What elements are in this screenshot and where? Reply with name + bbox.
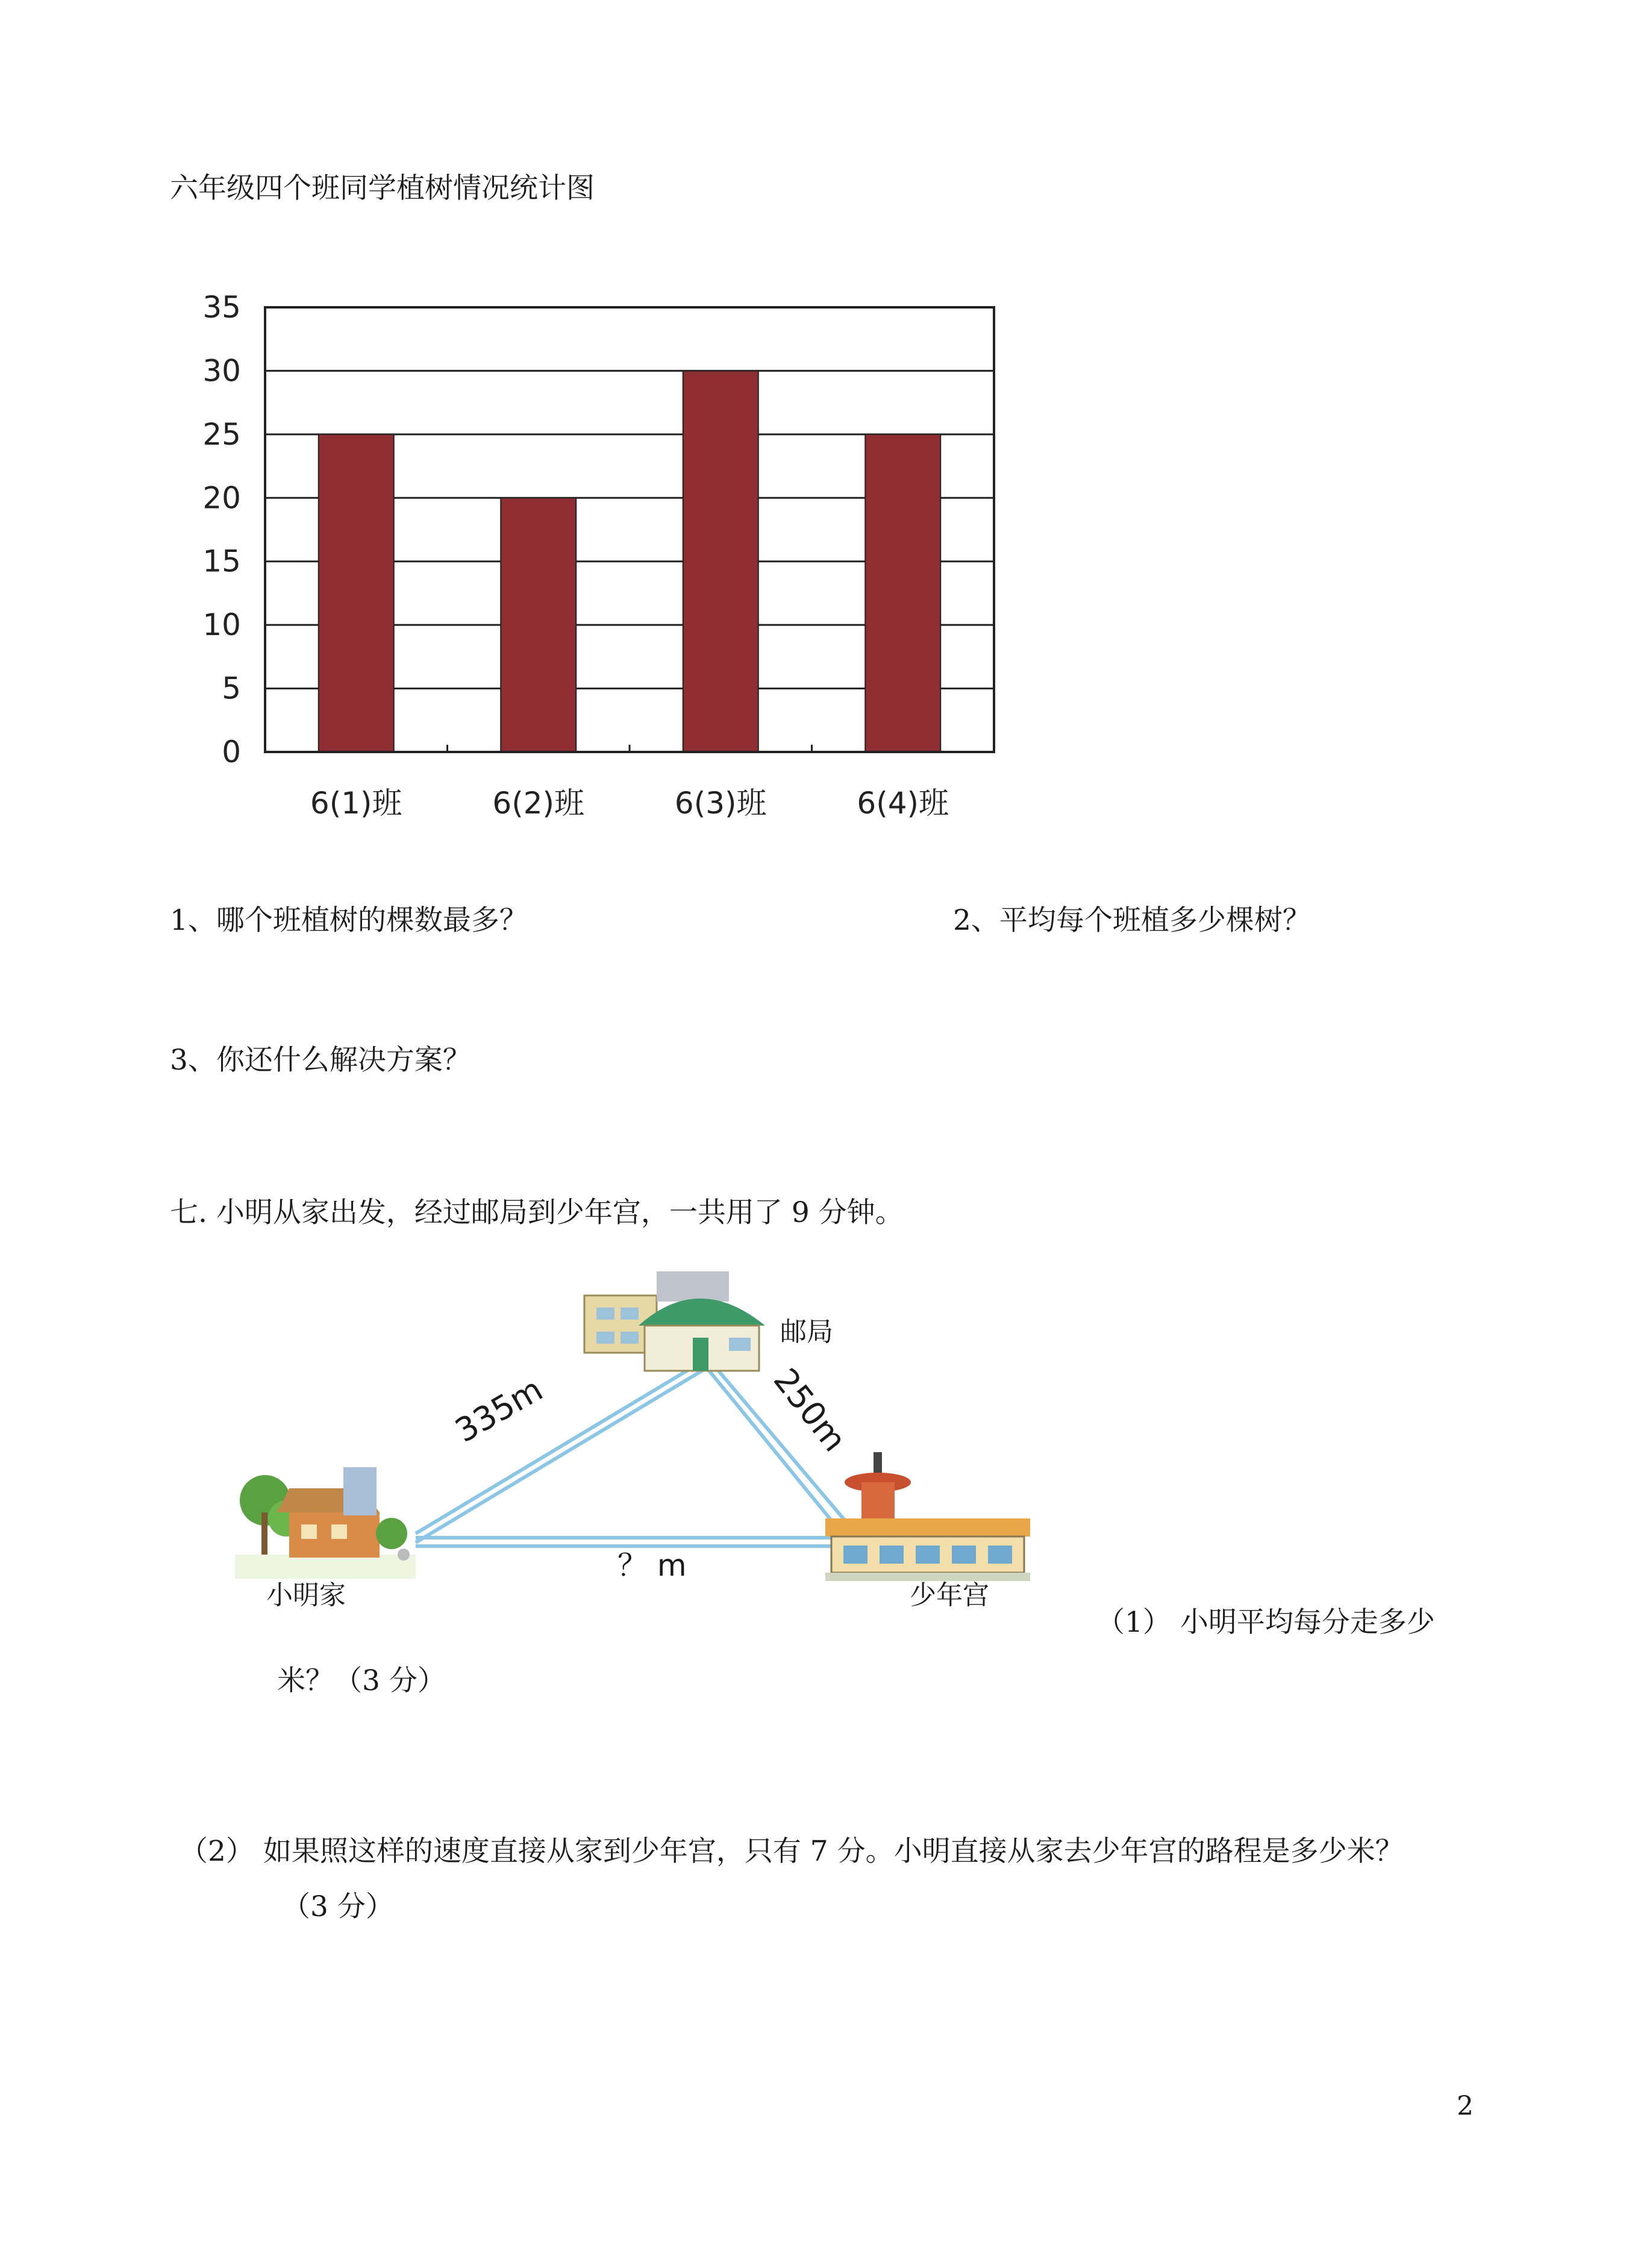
problem-7-title: 七. 小明从家出发，经过邮局到少年宫，一共用了 9 分钟。: [170, 1196, 904, 1229]
bar-4: [865, 434, 940, 752]
x-tick-label: 6(3)班: [674, 786, 767, 821]
x-axis-ticks: [310, 745, 949, 821]
route-home-to-post: [416, 1362, 705, 1543]
distance-home-to-post: 335m: [449, 1370, 549, 1450]
question-3: 3、你还什么解决方案？: [170, 1044, 471, 1077]
distance-home-to-palace: ？ m: [617, 1548, 687, 1583]
sub-question-2-line1: （2） 如果照这样的速度直接从家到少年宫，只有 7 分。小明直接从家去少年宫的路程是多少米？: [180, 1835, 1404, 1868]
x-tick-label: 6(1)班: [310, 786, 402, 821]
label-post-office: 邮局: [780, 1317, 833, 1347]
chart-title: 六年级四个班同学植树情况统计图: [170, 172, 595, 205]
page-number: 2: [1457, 2091, 1474, 2122]
bar-3: [683, 371, 758, 752]
bar-chart: [181, 283, 1024, 838]
distance-post-to-palace: 250m: [766, 1361, 854, 1459]
y-tick-label: 25: [202, 416, 241, 452]
home-illustration: [235, 1467, 416, 1579]
y-tick-label: 30: [202, 353, 241, 389]
route-diagram: [223, 1229, 1066, 1615]
question-1: 1、哪个班植树的棵数最多？: [170, 904, 528, 937]
sub-question-1-part2: 米？（3 分）: [277, 1664, 446, 1697]
x-tick-label: 6(2)班: [492, 786, 585, 821]
post-office-illustration: [584, 1271, 765, 1371]
x-tick-label: 6(4)班: [857, 786, 949, 821]
y-tick-label: 5: [222, 671, 241, 706]
label-home: 小明家: [266, 1580, 346, 1611]
y-tick-label: 15: [202, 544, 241, 579]
route-home-to-palace: [416, 1538, 849, 1546]
bar-2: [501, 498, 576, 752]
bar-1: [319, 434, 394, 752]
sub-question-1-part1: （1） 小明平均每分走多少: [1096, 1606, 1435, 1639]
sub-question-2-line2: （3 分）: [282, 1890, 394, 1923]
y-tick-label: 35: [202, 290, 241, 325]
y-tick-label: 10: [202, 607, 241, 643]
youth-palace-illustration: [825, 1452, 1030, 1581]
question-2: 2、平均每个班植多少棵树？: [953, 904, 1311, 937]
y-axis-ticks: [202, 290, 241, 769]
y-tick-label: 20: [202, 480, 241, 516]
y-tick-label: 0: [222, 735, 241, 769]
label-youth-palace: 少年宫: [910, 1580, 989, 1611]
